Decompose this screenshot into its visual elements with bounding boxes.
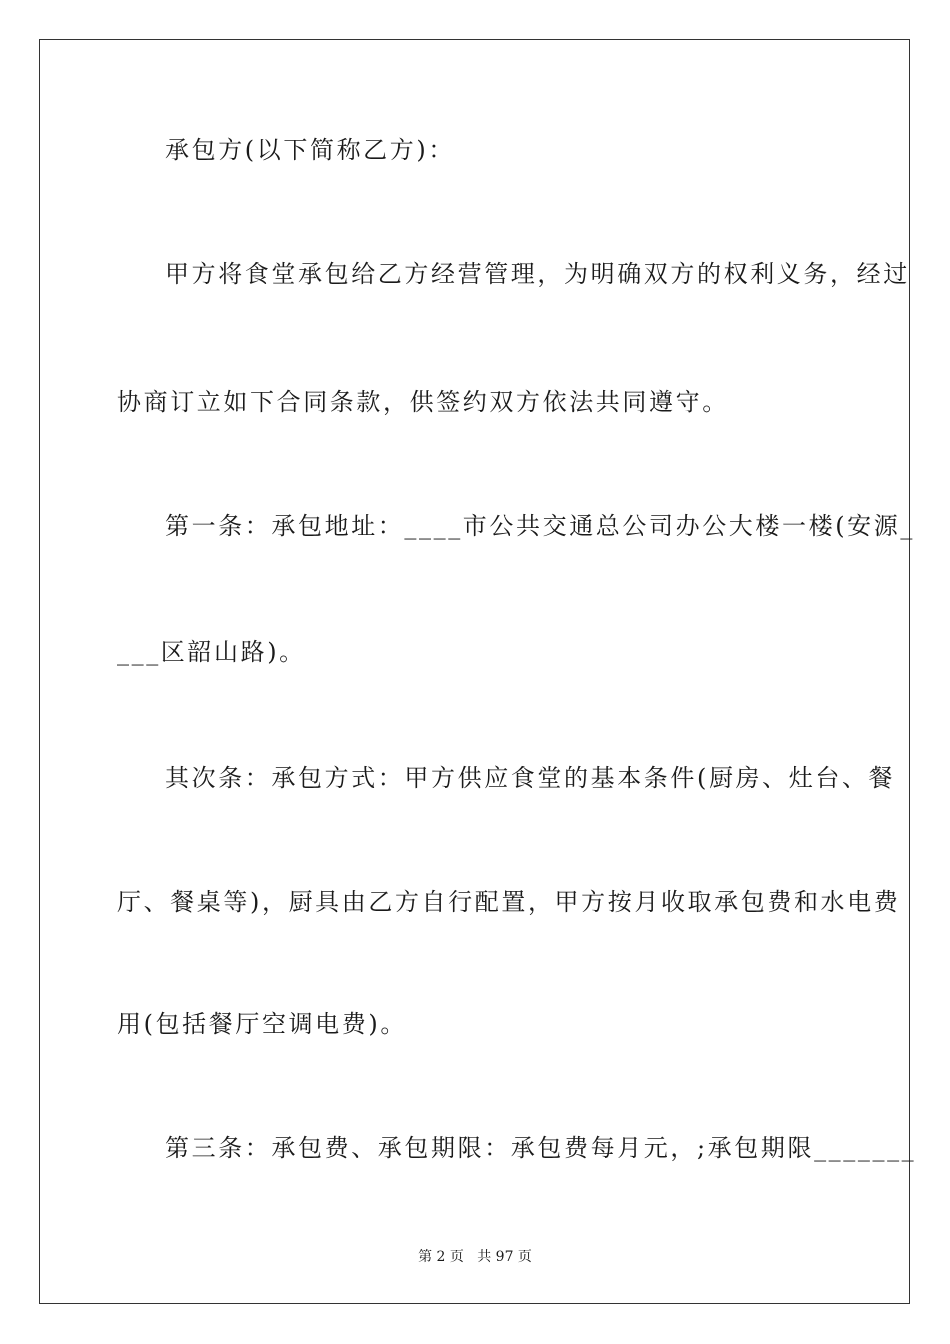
text-line-paragraph-1a: 甲方将食堂承包给乙方经营管理，为明确双方的权利义务，经过 [165, 260, 910, 288]
text-line-contractor: 承包方(以下简称乙方)： [165, 136, 455, 164]
text-line-article-1a: 第一条：承包地址：____市公共交通总公司办公大楼一楼(安源_ [165, 512, 915, 540]
text-line-article-3a: 第三条：承包费、承包期限：承包费每月元，;承包期限_______ [165, 1134, 917, 1162]
text-line-article-2c: 用(包括餐厅空调电费)。 [117, 1010, 407, 1038]
text-line-paragraph-1b: 协商订立如下合同条款，供签约双方依法共同遵守。 [117, 388, 729, 416]
page-border [39, 39, 917, 1304]
text-line-article-1b: ___区韶山路)。 [117, 638, 306, 666]
text-line-article-2b: 厅、餐桌等)，厨具由乙方自行配置，甲方按月收取承包费和水电费 [117, 888, 901, 916]
page-number-footer: 第 2 页 共 97 页 [418, 1249, 532, 1265]
text-line-article-2a: 其次条：承包方式：甲方供应食堂的基本条件(厨房、灶台、餐 [165, 764, 896, 792]
